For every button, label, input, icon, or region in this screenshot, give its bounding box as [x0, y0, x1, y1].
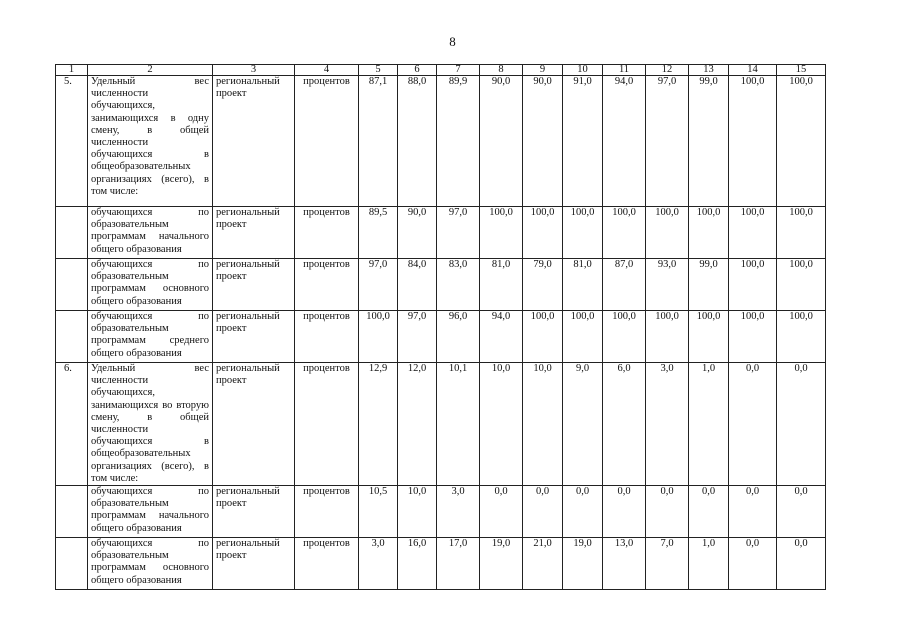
table-row — [56, 486, 826, 538]
value-cell: 81,0 — [563, 259, 603, 311]
value-cell: 100,0 — [729, 76, 777, 207]
value-cell: 100,0 — [603, 311, 646, 363]
column-number-row — [56, 65, 826, 76]
value-cell: 0,0 — [729, 363, 777, 486]
column-number-cell: 9 — [523, 65, 563, 76]
table-row — [56, 259, 826, 311]
table-row — [56, 363, 826, 486]
value-cell: 0,0 — [646, 486, 689, 538]
value-cell: 21,0 — [523, 538, 563, 590]
source-cell: региональный проект — [213, 259, 295, 311]
source-cell: региональный проект — [213, 363, 295, 486]
table-row — [56, 207, 826, 259]
value-cell: 9,0 — [563, 363, 603, 486]
value-cell: 100,0 — [689, 311, 729, 363]
column-number-cell: 3 — [213, 65, 295, 76]
value-cell: 100,0 — [729, 311, 777, 363]
unit-cell: процентов — [295, 311, 359, 363]
indicator-name-cell: обучающихся по образовательным программам начального общего образования — [88, 486, 213, 538]
value-cell: 0,0 — [603, 486, 646, 538]
value-cell: 0,0 — [523, 486, 563, 538]
value-cell: 90,0 — [480, 76, 523, 207]
unit-cell: процентов — [295, 259, 359, 311]
column-number-cell: 2 — [88, 65, 213, 76]
indicator-name-cell: Удельный вес численности обучающихся, занимающихся во вторую смену, в общей численности обучающихся в общеобразовательных организациях (всего), в том числе: — [88, 363, 213, 486]
value-cell: 0,0 — [689, 486, 729, 538]
unit-cell: процентов — [295, 363, 359, 486]
value-cell: 100,0 — [777, 207, 826, 259]
indicator-name-cell: обучающихся по образовательным программам основного общего образования — [88, 259, 213, 311]
column-number-cell: 5 — [359, 65, 398, 76]
value-cell: 100,0 — [646, 207, 689, 259]
value-cell: 16,0 — [398, 538, 437, 590]
value-cell: 100,0 — [777, 311, 826, 363]
value-cell: 84,0 — [398, 259, 437, 311]
value-cell: 0,0 — [777, 363, 826, 486]
value-cell: 99,0 — [689, 76, 729, 207]
unit-cell: процентов — [295, 486, 359, 538]
unit-cell: процентов — [295, 76, 359, 207]
value-cell: 100,0 — [729, 259, 777, 311]
value-cell: 87,0 — [603, 259, 646, 311]
value-cell: 100,0 — [777, 259, 826, 311]
value-cell: 0,0 — [480, 486, 523, 538]
column-number-cell: 12 — [646, 65, 689, 76]
column-number-cell: 8 — [480, 65, 523, 76]
value-cell: 19,0 — [563, 538, 603, 590]
value-cell: 100,0 — [603, 207, 646, 259]
value-cell: 0,0 — [563, 486, 603, 538]
row-number-cell — [56, 538, 88, 590]
value-cell: 100,0 — [523, 311, 563, 363]
indicator-name-cell: обучающихся по образовательным программам среднего общего образования — [88, 311, 213, 363]
value-cell: 97,0 — [359, 259, 398, 311]
value-cell: 10,0 — [523, 363, 563, 486]
value-cell: 87,1 — [359, 76, 398, 207]
value-cell: 100,0 — [480, 207, 523, 259]
row-number-cell: 5. — [56, 76, 88, 207]
row-number-cell — [56, 207, 88, 259]
row-number-cell — [56, 486, 88, 538]
row-number-cell — [56, 311, 88, 363]
value-cell: 3,0 — [646, 363, 689, 486]
value-cell: 12,0 — [398, 363, 437, 486]
page-number: 8 — [449, 34, 456, 49]
unit-cell: процентов — [295, 207, 359, 259]
column-number-cell: 7 — [437, 65, 480, 76]
value-cell: 93,0 — [646, 259, 689, 311]
value-cell: 90,0 — [398, 207, 437, 259]
value-cell: 17,0 — [437, 538, 480, 590]
value-cell: 100,0 — [563, 207, 603, 259]
value-cell: 100,0 — [777, 76, 826, 207]
value-cell: 81,0 — [480, 259, 523, 311]
value-cell: 99,0 — [689, 259, 729, 311]
column-number-cell: 13 — [689, 65, 729, 76]
source-cell: региональный проект — [213, 207, 295, 259]
value-cell: 13,0 — [603, 538, 646, 590]
value-cell: 0,0 — [729, 538, 777, 590]
source-cell: региональный проект — [213, 311, 295, 363]
value-cell: 96,0 — [437, 311, 480, 363]
value-cell: 90,0 — [523, 76, 563, 207]
value-cell: 100,0 — [359, 311, 398, 363]
value-cell: 10,0 — [480, 363, 523, 486]
indicators-table — [55, 64, 826, 590]
column-number-cell: 1 — [56, 65, 88, 76]
value-cell: 1,0 — [689, 363, 729, 486]
value-cell: 100,0 — [646, 311, 689, 363]
value-cell: 94,0 — [603, 76, 646, 207]
source-cell: региональный проект — [213, 486, 295, 538]
table-row — [56, 311, 826, 363]
source-cell: региональный проект — [213, 538, 295, 590]
value-cell: 0,0 — [777, 486, 826, 538]
value-cell: 6,0 — [603, 363, 646, 486]
value-cell: 91,0 — [563, 76, 603, 207]
value-cell: 0,0 — [729, 486, 777, 538]
value-cell: 88,0 — [398, 76, 437, 207]
source-cell: региональный проект — [213, 76, 295, 207]
value-cell: 97,0 — [646, 76, 689, 207]
column-number-cell: 10 — [563, 65, 603, 76]
indicator-name-cell: обучающихся по образовательным программам основного общего образования — [88, 538, 213, 590]
value-cell: 89,5 — [359, 207, 398, 259]
value-cell: 94,0 — [480, 311, 523, 363]
value-cell: 100,0 — [689, 207, 729, 259]
value-cell: 10,5 — [359, 486, 398, 538]
value-cell: 79,0 — [523, 259, 563, 311]
indicator-name-cell: обучающихся по образовательным программам начального общего образования — [88, 207, 213, 259]
value-cell: 97,0 — [398, 311, 437, 363]
table-row — [56, 76, 826, 207]
value-cell: 100,0 — [523, 207, 563, 259]
column-number-cell: 6 — [398, 65, 437, 76]
value-cell: 3,0 — [359, 538, 398, 590]
unit-cell: процентов — [295, 538, 359, 590]
value-cell: 10,1 — [437, 363, 480, 486]
row-number-cell: 6. — [56, 363, 88, 486]
value-cell: 97,0 — [437, 207, 480, 259]
value-cell: 10,0 — [398, 486, 437, 538]
value-cell: 100,0 — [729, 207, 777, 259]
value-cell: 89,9 — [437, 76, 480, 207]
value-cell: 100,0 — [563, 311, 603, 363]
indicator-name-cell: Удельный вес численности обучающихся, занимающихся в одну смену, в общей численности обучающихся в общеобразовательных организациях (всего), в том числе: — [88, 76, 213, 207]
value-cell: 3,0 — [437, 486, 480, 538]
column-number-cell: 11 — [603, 65, 646, 76]
value-cell: 12,9 — [359, 363, 398, 486]
column-number-cell: 14 — [729, 65, 777, 76]
value-cell: 7,0 — [646, 538, 689, 590]
table-row — [56, 538, 826, 590]
value-cell: 83,0 — [437, 259, 480, 311]
value-cell: 0,0 — [777, 538, 826, 590]
value-cell: 1,0 — [689, 538, 729, 590]
value-cell: 19,0 — [480, 538, 523, 590]
row-number-cell — [56, 259, 88, 311]
column-number-cell: 4 — [295, 65, 359, 76]
column-number-cell: 15 — [777, 65, 826, 76]
